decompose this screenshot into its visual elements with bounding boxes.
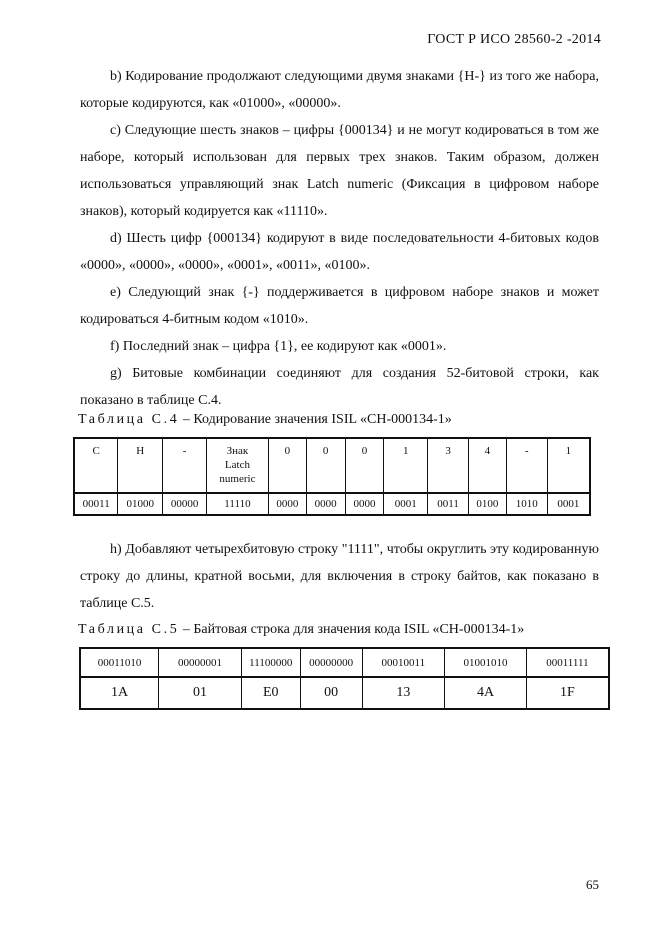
paragraph-d [80,225,599,279]
table-cell: 00011010 [80,648,159,677]
table-cell: 3 [428,438,469,493]
table-cell: 1 [384,438,428,493]
table5-caption [78,622,524,638]
paragraph-e [80,279,599,333]
paragraph-h [80,536,599,617]
table-cell: 1 [547,438,590,493]
table-cell: 01 [159,677,242,709]
table-cell: 00000 [163,493,207,515]
table-cell: 0000 [345,493,384,515]
table5-row-hex [80,677,609,709]
table-cell: 4A [445,677,527,709]
table4-row-codes [74,493,590,515]
paragraph-c [80,117,599,225]
table4-caption [78,412,452,428]
paragraph-c-text: c) Следующие шесть знаков – цифры {000134} и не могут кодироваться в том же наборе, который использован для первых трех знаков. Таким образом, должен использоваться управляющий знак Latch numeric (Фиксация в цифровом наборе знаков), который кодируется как «11110». [80,123,599,219]
table-cell: 01000 [118,493,163,515]
table-cell: 0000 [268,493,306,515]
table4-row-symbols [74,438,590,493]
table-cell: 1010 [506,493,547,515]
table-cell: 11110 [206,493,268,515]
paragraph-b-text: b) Кодирование продолжают следующими двумя знаками {Н-} из того же набора, которые кодируются, как «01000», «00000». [80,69,599,111]
table-cell: 00 [300,677,362,709]
table-cell: 0001 [384,493,428,515]
paragraph-b [80,63,599,117]
table-cell: C [74,438,118,493]
table-cell: 00000000 [300,648,362,677]
table-cell: 1A [80,677,159,709]
table4-caption-label: Таблица С.4 [78,412,180,427]
paragraph-e-text: e) Следующий знак {-} поддерживается в цифровом наборе знаков и может кодироваться 4-битным кодом «1010». [80,285,599,327]
paragraph-d-text: d) Шесть цифр {000134} кодируют в виде последовательности 4-битовых кодов «0000», «0000», «0000», «0001», «0011», «0100». [80,231,599,273]
table-cell: 0100 [468,493,506,515]
table-cell: 0 [306,438,345,493]
table5-row-bytes [80,648,609,677]
table-cell: 0000 [306,493,345,515]
paragraph-f [80,333,599,360]
paragraph-g [80,360,599,414]
table-cell: - [506,438,547,493]
table-5 [79,647,610,710]
table-cell: - [163,438,207,493]
document-header: ГОСТ Р ИСО 28560-2 -2014 [427,32,601,47]
paragraph-h-text: h) Добавляют четырехбитовую строку "1111", чтобы округлить эту кодированную строку до длины, кратной восьми, для включения в строку байтов, как показано в таблице С.5. [80,542,599,611]
table-cell: 13 [362,677,445,709]
table-cell: 00011 [74,493,118,515]
table5-caption-text: – Байтовая строка для значения кода ISIL «CH-000134-1» [179,622,525,637]
paragraph-f-text: f) Последний знак – цифра {1}, ее кодируют как «0001». [110,339,447,354]
table-cell: 11100000 [241,648,300,677]
table4-caption-text: – Кодирование значения ISIL «CH-000134-1» [179,412,452,427]
table-cell: 00011111 [526,648,609,677]
paragraph-g-text: g) Битовые комбинации соединяют для создания 52-битовой строки, как показано в таблице С.4. [80,366,599,408]
table-cell: Знак Latch numeric [206,438,268,493]
table5-caption-label: Таблица С.5 [78,622,180,637]
table-cell: E0 [241,677,300,709]
page-number: 65 [586,877,599,892]
table-cell: 00010011 [362,648,445,677]
table-cell: 0001 [547,493,590,515]
table-4 [73,437,591,516]
table-cell: H [118,438,163,493]
table-cell: 4 [468,438,506,493]
table-cell: 01001010 [445,648,527,677]
table-cell: 0 [268,438,306,493]
table-cell: 0011 [428,493,469,515]
table-cell: 0 [345,438,384,493]
table-cell: 00000001 [159,648,242,677]
table-cell: 1F [526,677,609,709]
